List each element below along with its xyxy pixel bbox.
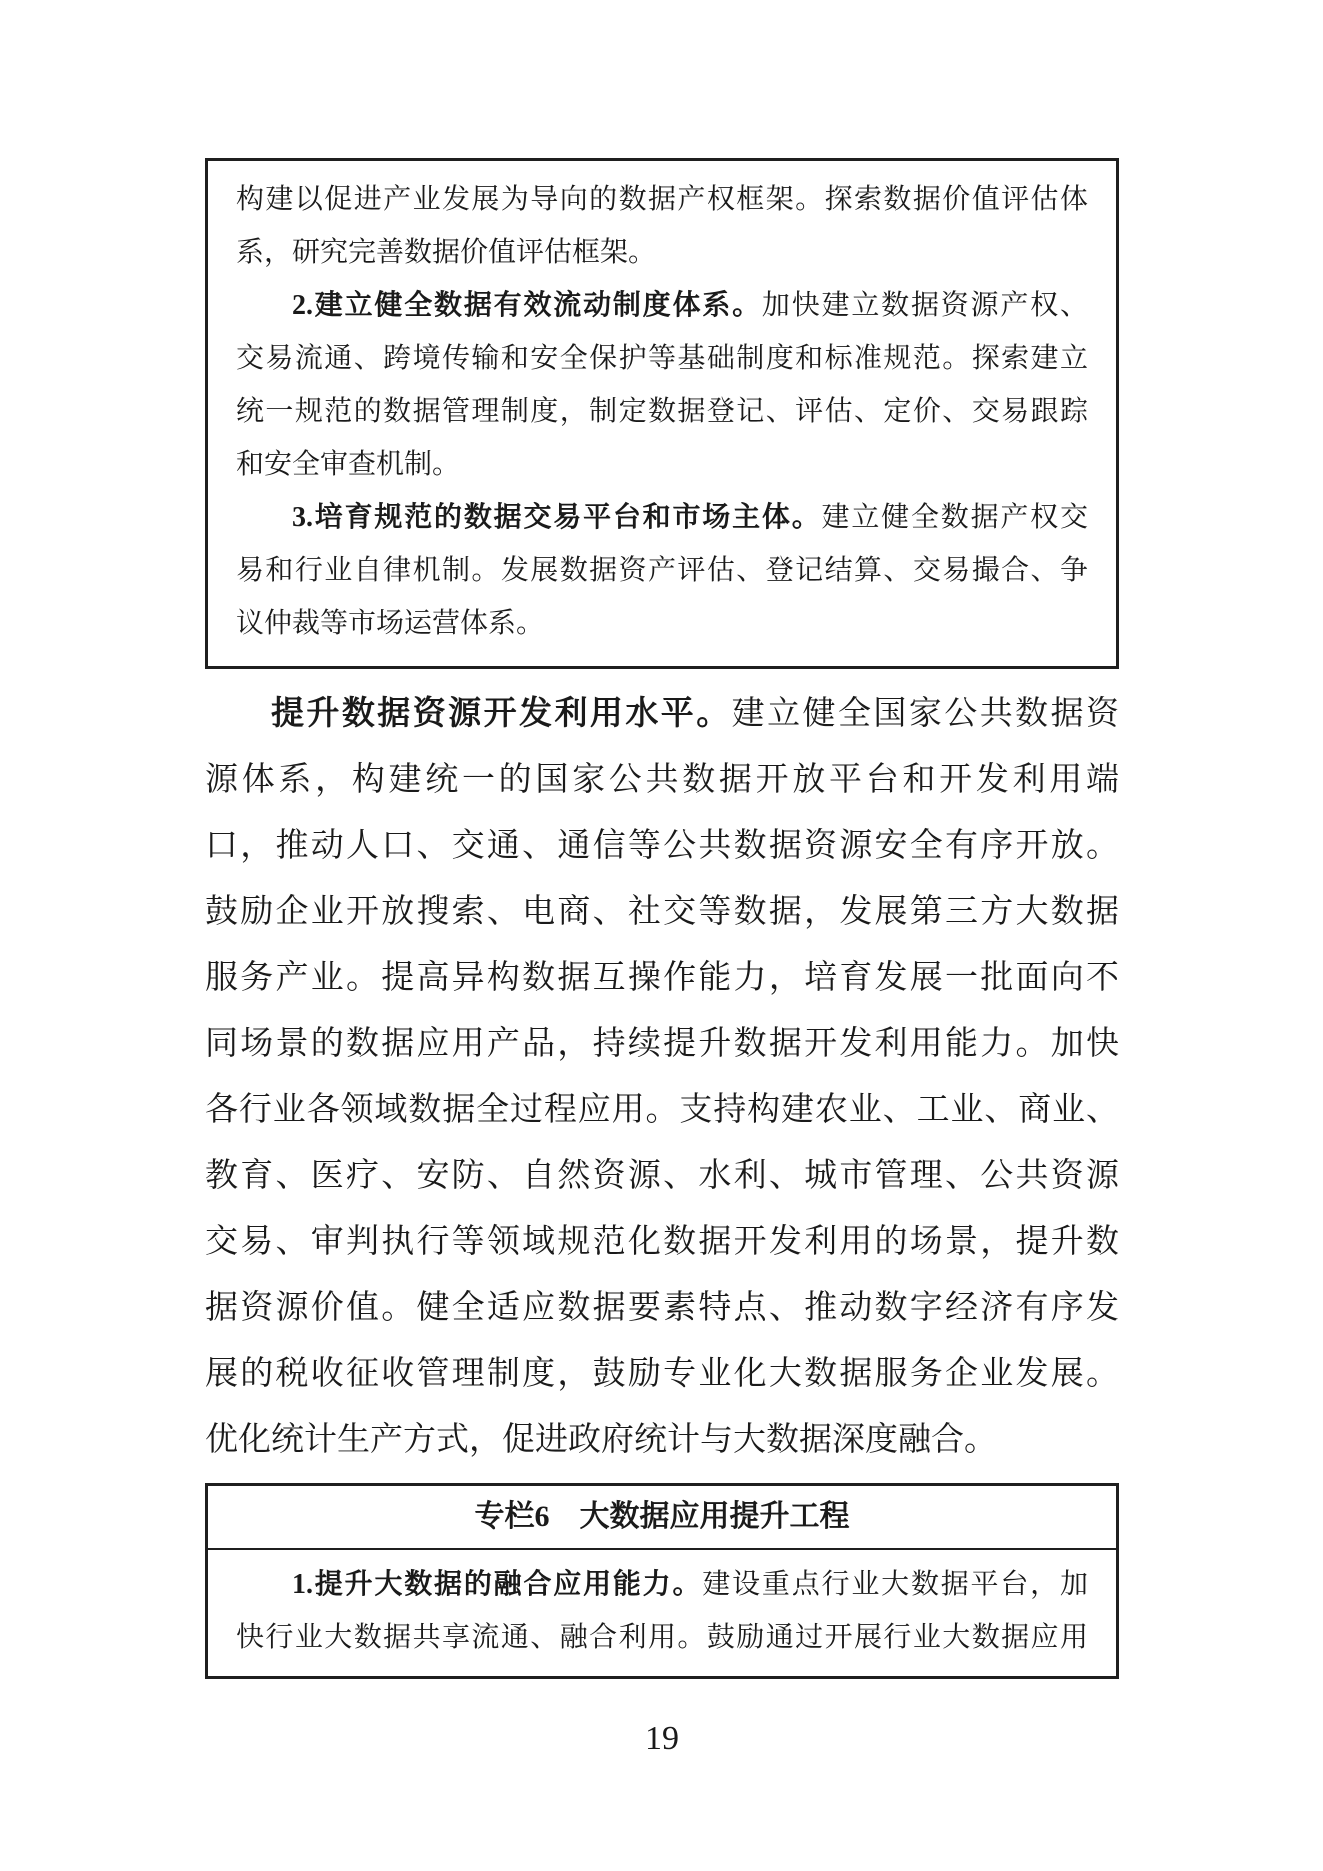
bold-lead-in: 提升数据资源开发利用水平。 [271, 696, 732, 732]
text-line: 服务产业。提高异构数据互操作能力，培育发展一批面向不 [205, 960, 1119, 996]
text-line: 鼓励企业开放搜索、电商、社交等数据，发展第三方大数据 [205, 894, 1119, 930]
text-line: 统一规范的数据管理制度，制定数据登记、评估、定价、交易跟踪 [236, 396, 1088, 427]
text-line: 各行业各领域数据全过程应用。支持构建农业、工业、商业、 [205, 1092, 1119, 1128]
text-line: 教育、医疗、安防、自然资源、水利、城市管理、公共资源 [205, 1158, 1119, 1194]
text-line: 优化统计生产方式，促进政府统计与大数据深度融合。 [205, 1422, 997, 1458]
bold-lead-in: 3.培育规范的数据交易平台和市场主体。 [292, 502, 822, 533]
text-line: 议仲裁等市场运营体系。 [236, 608, 545, 639]
text-line: 提升数据资源开发利用水平。建立健全国家公共数据资 [271, 696, 1120, 732]
text-line: 源体系，构建统一的国家公共数据开放平台和开发利用端 [205, 762, 1119, 798]
text-line: 和安全审查机制。 [236, 449, 461, 480]
page-content [205, 0, 1119, 1761]
text-line: 交易流通、跨境传输和安全保护等基础制度和标准规范。探索建立 [236, 343, 1088, 374]
text-line: 2.建立健全数据有效流动制度体系。加快建立数据资源产权、 [292, 290, 1088, 321]
text-line: 据资源价值。健全适应数据要素特点、推动数字经济有序发 [205, 1290, 1119, 1326]
callout-box-continuation [205, 158, 1119, 669]
text-line: 同场景的数据应用产品，持续提升数据开发利用能力。加快 [205, 1026, 1119, 1062]
text-line: 快行业大数据共享流通、融合利用。鼓励通过开展行业大数据应用 [236, 1622, 1088, 1653]
bold-lead-in: 2.建立健全数据有效流动制度体系。 [292, 290, 762, 321]
callout-box-title: 专栏6 大数据应用提升工程 [208, 1486, 1116, 1550]
body-paragraph [205, 681, 1119, 1473]
text-line: 构建以促进产业发展为导向的数据产权框架。探索数据价值评估体 [236, 184, 1088, 215]
text-line: 系，研究完善数据价值评估框架。 [236, 237, 657, 268]
callout-box-6 [205, 1483, 1119, 1679]
page-number: 19 [645, 1720, 679, 1757]
text-line: 交易、审判执行等领域规范化数据开发利用的场景，提升数 [205, 1224, 1119, 1260]
bold-lead-in: 1.提升大数据的融合应用能力。 [292, 1569, 703, 1600]
text-line: 口，推动人口、交通、通信等公共数据资源安全有序开放。 [205, 828, 1119, 864]
text-line: 1.提升大数据的融合应用能力。建设重点行业大数据平台，加 [292, 1569, 1088, 1600]
text-line: 展的税收征收管理制度，鼓励专业化大数据服务企业发展。 [205, 1356, 1119, 1392]
callout-box-body [208, 1550, 1116, 1676]
text-line: 易和行业自律机制。发展数据资产评估、登记结算、交易撮合、争 [236, 555, 1088, 586]
text-line: 3.培育规范的数据交易平台和市场主体。建立健全数据产权交 [292, 502, 1088, 533]
